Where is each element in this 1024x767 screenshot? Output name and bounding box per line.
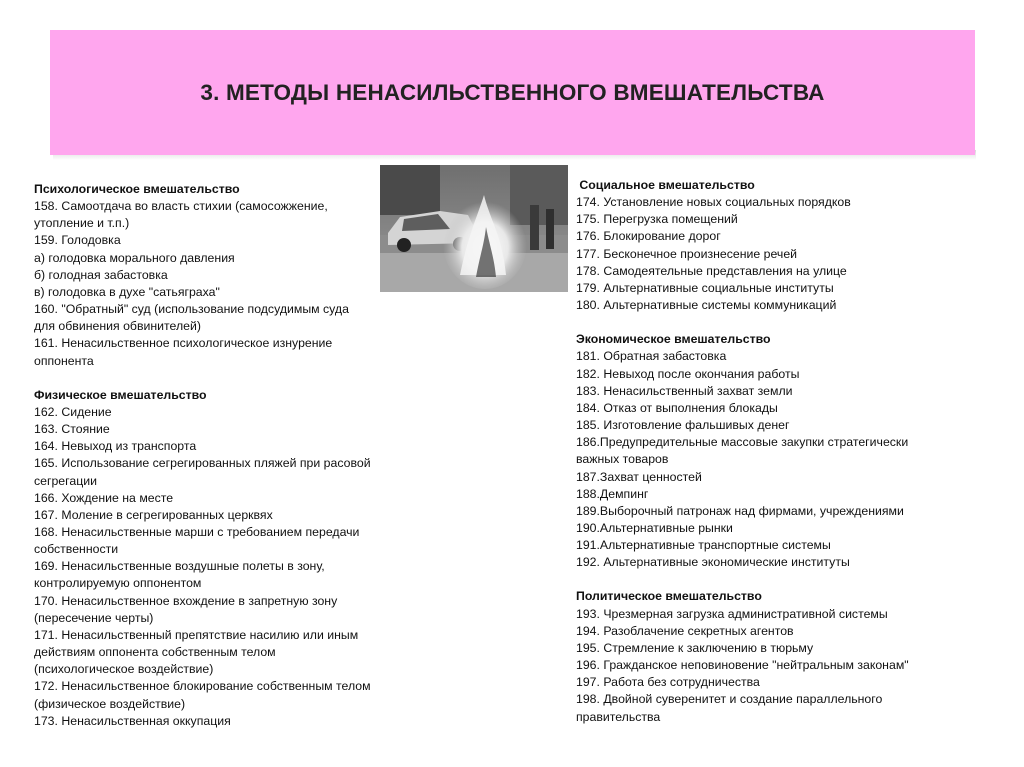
list-item: 158. Самоотдача во власть стихии (самосожжение, xyxy=(34,199,328,214)
list-item: 175. Перегрузка помещений xyxy=(576,212,738,227)
list-item: 163. Стояние xyxy=(34,422,110,437)
list-item: сегрегации xyxy=(34,473,97,488)
list-item: 184. Отказ от выполнения блокады xyxy=(576,400,778,415)
list-item: 180. Альтернативные системы коммуникаций xyxy=(576,298,837,313)
list-item: для обвинения обвинителей) xyxy=(34,319,201,334)
list-item: 176. Блокирование дорог xyxy=(576,229,721,244)
section-header-physical: Физическое вмешательство xyxy=(34,387,207,402)
list-item: 187.Захват ценностей xyxy=(576,469,702,484)
list-item: 161. Ненасильственное психологическое изнурение xyxy=(34,336,333,351)
section-header-political: Политическое вмешательство xyxy=(576,589,762,604)
list-item: 169. Ненасильственные воздушные полеты в зону, xyxy=(34,559,325,574)
title-band xyxy=(50,30,975,155)
list-item: 181. Обратная забастовка xyxy=(576,349,727,364)
list-item: 196. Гражданское неповиновение "нейтральным законам" xyxy=(576,658,909,673)
section-header-psychological: Психологическое вмешательство xyxy=(34,182,240,196)
section-header-economic: Экономическое вмешательство xyxy=(576,332,771,347)
list-item: 192. Альтернативные экономические институты xyxy=(576,555,850,570)
list-item: 183. Ненасильственный захват земли xyxy=(576,383,793,398)
list-item: 164. Невыход из транспорта xyxy=(34,439,197,454)
list-item: 189.Выборочный патронаж над фирмами, учреждениями xyxy=(576,503,904,518)
list-item: контролируемую оппонентом xyxy=(34,576,202,591)
slide-title: 3. МЕТОДЫ НЕНАСИЛЬСТВЕННОГО ВМЕШАТЕЛЬСТВА xyxy=(200,79,825,105)
list-item: правительства xyxy=(576,709,661,724)
list-item: 186.Предупредительные массовые закупки стратегически xyxy=(576,435,909,450)
list-item: собственности xyxy=(34,542,119,557)
list-item: 193. Чрезмерная загрузка административной системы xyxy=(576,606,888,621)
list-item: 190.Альтернативные рынки xyxy=(576,520,733,535)
list-item: 185. Изготовление фальшивых денег xyxy=(576,418,790,433)
list-item: 195. Стремление к заключению в тюрьму xyxy=(576,640,814,655)
list-item: в) голодовка в духе "сатьяграха" xyxy=(34,284,220,299)
list-item: 160. "Обратный" суд (использование подсудимым суда xyxy=(34,302,349,317)
list-item: 188.Демпинг xyxy=(576,486,649,501)
list-item: б) голодная забастовка xyxy=(34,267,168,282)
list-item: 197. Работа без сотрудничества xyxy=(576,675,760,690)
list-item: (физическое воздействие) xyxy=(34,696,186,711)
list-item: (пересечение черты) xyxy=(34,610,154,625)
list-item: 182. Невыход после окончания работы xyxy=(576,366,800,381)
list-item: 198. Двойной суверенитет и создание параллельного xyxy=(576,692,883,707)
right-column xyxy=(576,177,996,726)
list-item: важных товаров xyxy=(576,452,669,467)
list-item: 171. Ненасильственный препятствие насилию или иным xyxy=(34,627,359,642)
list-item: 173. Ненасильственная оккупация xyxy=(34,713,231,728)
list-item: 177. Бесконечное произнесение речей xyxy=(576,246,798,261)
list-item: 170. Ненасильственное вхождение в запретную зону xyxy=(34,593,338,608)
list-item: 166. Хождение на месте xyxy=(34,490,174,505)
section-header-social: Социальное вмешательство xyxy=(576,178,755,192)
left-column xyxy=(34,181,434,730)
list-item: 178. Самодеятельные представления на улице xyxy=(576,263,847,278)
list-item: 179. Альтернативные социальные институты xyxy=(576,280,834,295)
list-item: 167. Моление в сегрегированных церквях xyxy=(34,507,273,522)
list-item: а) голодовка морального давления xyxy=(34,250,235,265)
list-item: действиям оппонента собственным телом xyxy=(34,645,276,660)
list-item: 191.Альтернативные транспортные системы xyxy=(576,538,831,553)
list-item: оппонента xyxy=(34,353,94,368)
list-item: (психологическое воздействие) xyxy=(34,662,214,677)
list-item: 165. Использование сегрегированных пляжей при расовой xyxy=(34,456,371,471)
list-item: 162. Сидение xyxy=(34,404,112,419)
list-item: утопление и т.п.) xyxy=(34,216,130,231)
list-item: 159. Голодовка xyxy=(34,233,121,248)
list-item: 174. Установление новых социальных порядков xyxy=(576,195,851,210)
list-item: 168. Ненасильственные марши с требованием передачи xyxy=(34,524,360,539)
list-item: 194. Разоблачение секретных агентов xyxy=(576,623,794,638)
list-item: 172. Ненасильственное блокирование собственным телом xyxy=(34,679,371,694)
